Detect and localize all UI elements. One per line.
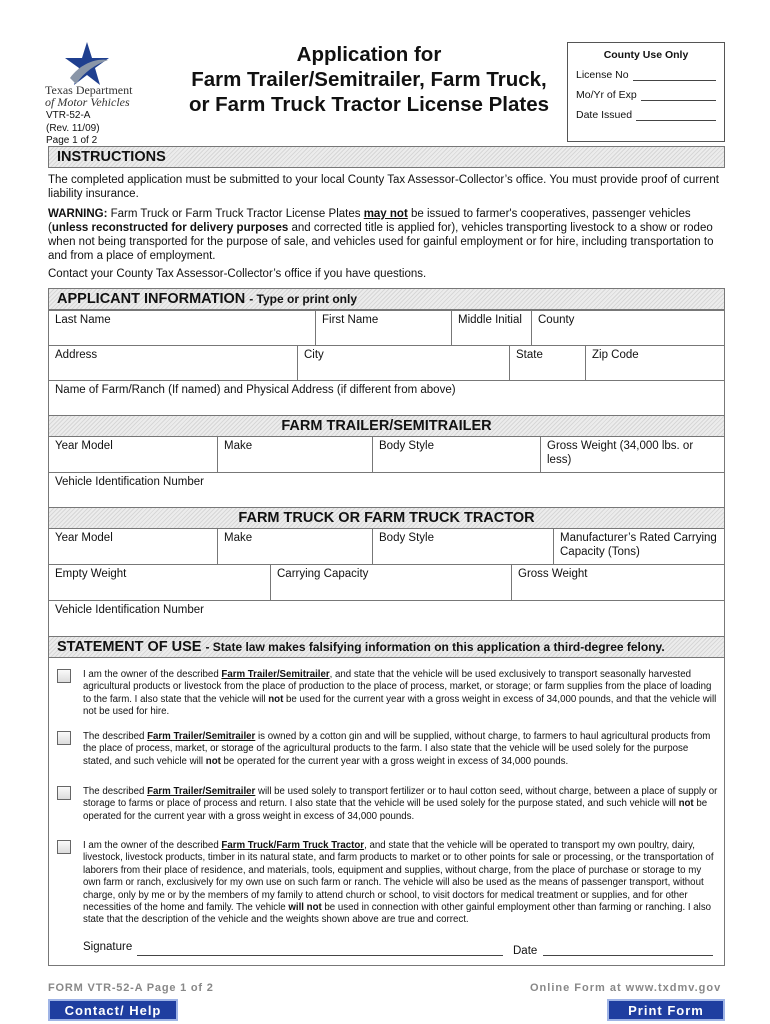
city-label: City <box>304 349 324 361</box>
truck-year-model-label: Year Model <box>55 532 113 544</box>
date-field[interactable] <box>543 955 713 956</box>
warning-text-c: and corrected title is applied for), vehicles transporting livestock to a show or rodeo when not being transported for the purpose of sale, and vehicles used for gainful employment or for hire, including transportation to and from a place of employment. <box>48 222 714 262</box>
opt1-u: Farm Trailer/Semitrailer <box>221 669 330 680</box>
empty-weight-label: Empty Weight <box>55 568 127 580</box>
option-2-text <box>83 731 718 768</box>
opt3-a: The described <box>83 786 148 797</box>
mo-yr-exp-field[interactable] <box>576 89 716 101</box>
middle-initial-field[interactable] <box>451 311 531 345</box>
opt1-a: I am the owner of the described <box>83 669 222 680</box>
carrying-capacity-field[interactable] <box>270 565 511 600</box>
applicant-info-header <box>48 288 725 310</box>
signature-label: Signature <box>83 941 133 953</box>
date-label: Date <box>513 945 538 957</box>
truck-body-style-field[interactable] <box>372 529 553 564</box>
county-use-only-box <box>567 42 725 142</box>
opt4-u: Farm Truck/Farm Truck Tractor <box>221 840 365 851</box>
farm-name-label: Name of Farm/Ranch (If named) and Physical Address (if different from above) <box>55 384 456 396</box>
county-box-heading: County Use Only <box>603 49 689 61</box>
footer-form-page: FORM VTR-52-A Page 1 of 2 <box>48 982 214 994</box>
opt1-c: be used for the current year with a gross weight in excess of 34,000 pounds, and that the vehicle will not be used for hire. <box>83 693 717 718</box>
truck-year-model-field[interactable] <box>49 529 217 564</box>
trailer-make-field[interactable] <box>217 437 372 472</box>
warning-bold-text: unless reconstructed for delivery purposes <box>51 222 289 234</box>
trailer-vin-label: Vehicle Identification Number <box>55 476 204 488</box>
instructions-p1: The completed application must be submitted to your local County Tax Assessor-Collector’s office. You must provide proof of current liability insurance. <box>48 174 719 200</box>
statement-heading: STATEMENT OF USE <box>57 639 202 655</box>
agency-name <box>45 84 150 108</box>
applicant-heading: APPLICANT INFORMATION <box>57 291 246 307</box>
date-issued-field[interactable] <box>576 109 716 121</box>
warning-text-a: Farm Truck or Farm Truck Tractor License Plates <box>107 208 364 220</box>
truck-gross-weight-label: Gross Weight <box>518 568 588 580</box>
txdmv-star-logo-icon <box>62 40 112 88</box>
middle-initial-label: Middle Initial <box>458 314 522 326</box>
trailer-body-style-label: Body Style <box>379 440 434 452</box>
state-field[interactable] <box>509 346 585 380</box>
first-name-field[interactable] <box>315 311 451 345</box>
option-1-checkbox[interactable] <box>57 669 71 683</box>
form-meta <box>46 110 100 148</box>
address-label: Address <box>55 349 98 361</box>
opt3-c: be operated for the current year with a gross weight in excess of 34,000 pounds. <box>83 798 708 822</box>
warning-paragraph <box>48 207 728 263</box>
truck-grid <box>48 529 725 637</box>
mo-yr-exp-label: Mo/Yr of Exp <box>576 89 637 101</box>
opt4-a: I am the owner of the described <box>83 840 222 851</box>
trailer-body-style-field[interactable] <box>372 437 540 472</box>
truck-make-field[interactable] <box>217 529 372 564</box>
opt2-a: The described <box>83 731 148 742</box>
carrying-capacity-label: Carrying Capacity <box>277 568 369 580</box>
title-line-1: Application for <box>296 43 442 66</box>
trailer-gross-weight-label: Gross Weight (34,000 lbs. or less) <box>547 440 694 466</box>
option-1-text <box>83 669 718 719</box>
truck-mfr-capacity-field[interactable] <box>553 529 724 564</box>
option-4-checkbox[interactable] <box>57 840 71 854</box>
trailer-vin-field[interactable] <box>49 473 724 507</box>
opt3-b: will be used solely to transport fertilizer or to haul cotton seed, without charge, between a place of supply or storage to farms or place of process and return. I also state that the vehicle will be used solely for the purpose stated, and such vehicle will <box>83 786 718 810</box>
zip-field[interactable] <box>585 346 724 380</box>
title-line-3: or Farm Truck Tractor License Plates <box>188 93 550 116</box>
trailer-gross-weight-field[interactable] <box>540 437 724 472</box>
city-field[interactable] <box>297 346 509 380</box>
truck-gross-weight-field[interactable] <box>511 565 724 600</box>
county-field[interactable] <box>531 311 724 345</box>
trailer-header <box>48 415 725 437</box>
address-field[interactable] <box>49 346 297 380</box>
county-label: County <box>538 314 575 326</box>
last-name-field[interactable] <box>49 311 315 345</box>
form-title <box>170 42 568 117</box>
opt1-not: not <box>268 693 284 705</box>
license-no-field[interactable] <box>576 69 716 81</box>
applicant-grid <box>48 310 725 416</box>
opt2-not: not <box>205 755 221 767</box>
opt2-c: be operated for the current year with a gross weight in excess of 34,000 pounds. <box>220 755 569 767</box>
last-name-label: Last Name <box>55 314 111 326</box>
instructions-header <box>48 146 725 168</box>
warning-label: WARNING: <box>48 208 108 220</box>
option-3-checkbox[interactable] <box>57 786 71 800</box>
truck-mfr-capacity-label: Manufacturer’s Rated Carrying Capacity (Tons) <box>560 532 717 558</box>
title-line-2: Farm Trailer/Semitrailer, Farm Truck, <box>191 68 547 91</box>
opt4-will-not: will not <box>288 902 322 914</box>
form-revision: (Rev. 11/09) <box>46 122 100 134</box>
print-form-button[interactable]: Print Form <box>607 999 725 1021</box>
state-label: State <box>516 349 543 361</box>
instructions-heading: INSTRUCTIONS <box>57 149 166 165</box>
opt3-u: Farm Trailer/Semitrailer <box>147 786 256 797</box>
opt1-b: , and state that the vehicle will be used exclusively to transport seasonally harvested agricultural products or livestock from the place of production to the place of process, market, or storage; or farm supplies from the place of loading to the farm. I also state that the vehicle will <box>83 669 712 705</box>
statement-header <box>48 636 725 658</box>
applicant-subheading: - Type or print only <box>249 292 357 306</box>
may-not-text: may not <box>363 208 408 220</box>
footer-online-link[interactable]: Online Form at www.txdmv.gov <box>530 982 722 994</box>
truck-body-style-label: Body Style <box>379 532 434 544</box>
form-page: Page 1 of 2 <box>46 135 98 146</box>
zip-label: Zip Code <box>592 349 639 361</box>
license-no-label: License No <box>576 69 629 81</box>
first-name-label: First Name <box>322 314 379 326</box>
trailer-make-label: Make <box>224 440 253 452</box>
opt2-u: Farm Trailer/Semitrailer <box>147 731 256 742</box>
agency-line-1: Texas Department <box>45 83 133 97</box>
trailer-grid <box>48 437 725 508</box>
farm-name-field[interactable] <box>49 381 724 415</box>
opt3-not: not <box>678 798 694 810</box>
truck-vin-field[interactable] <box>49 601 724 636</box>
truck-header <box>48 507 725 529</box>
option-2-checkbox[interactable] <box>57 731 71 745</box>
trailer-year-model-label: Year Model <box>55 440 113 452</box>
date-issued-label: Date Issued <box>576 109 633 121</box>
trailer-heading: FARM TRAILER/SEMITRAILER <box>281 418 492 434</box>
option-3-text <box>83 786 718 823</box>
form-number: VTR-52-A <box>46 110 91 121</box>
truck-heading: FARM TRUCK OR FARM TRUCK TRACTOR <box>238 510 535 526</box>
empty-weight-field[interactable] <box>49 565 270 600</box>
opt4-c: be used in connection with other gainful employment other than farming or ranching. I also state that the description of the vehicle and the weights shown above are true and correct. <box>83 902 712 926</box>
opt4-b: , and state that the vehicle will be operated to transport my own poultry, dairy, livestock, livestock products, timber in its natural state, and farm products to market or to other points for sale or processing, or the transportation of laborers from their place of residence, and materials, tools, equipment and supplies, without charge, from the place of purchase or storage to my own farm or ranch, exclusively for my own use on such farm or ranch. The vehicle will also be used as the means of passenger transport, without charge, only by me or by the members of my family to attend church or school, to visit doctors for medical treatment or supplies, and for other necessities of the home and family. The vehicle <box>83 840 714 914</box>
opt2-b: is owned by a cotton gin and will be supplied, without charge, to farmers to haul agricultural products from the place of process, market, or storage of the agricultural products to the farm. I also state that the vehicle will be used solely for the purpose stated, and such vehicle will <box>83 731 711 767</box>
truck-vin-label: Vehicle Identification Number <box>55 604 204 616</box>
truck-make-label: Make <box>224 532 253 544</box>
trailer-year-model-field[interactable] <box>49 437 217 472</box>
instructions-p3: Contact your County Tax Assessor-Collector’s office if you have questions. <box>48 268 427 280</box>
statement-subheading: - State law makes falsifying information on this application a third-degree felony. <box>205 640 665 654</box>
contact-help-button[interactable]: Contact/ Help <box>48 999 178 1021</box>
agency-line-2: of Motor Vehicles <box>45 95 130 109</box>
option-4-text <box>83 840 718 927</box>
signature-field[interactable] <box>137 955 503 956</box>
warning-text-b: be issued to farmer's cooperatives, passenger vehicles ( <box>48 208 691 234</box>
